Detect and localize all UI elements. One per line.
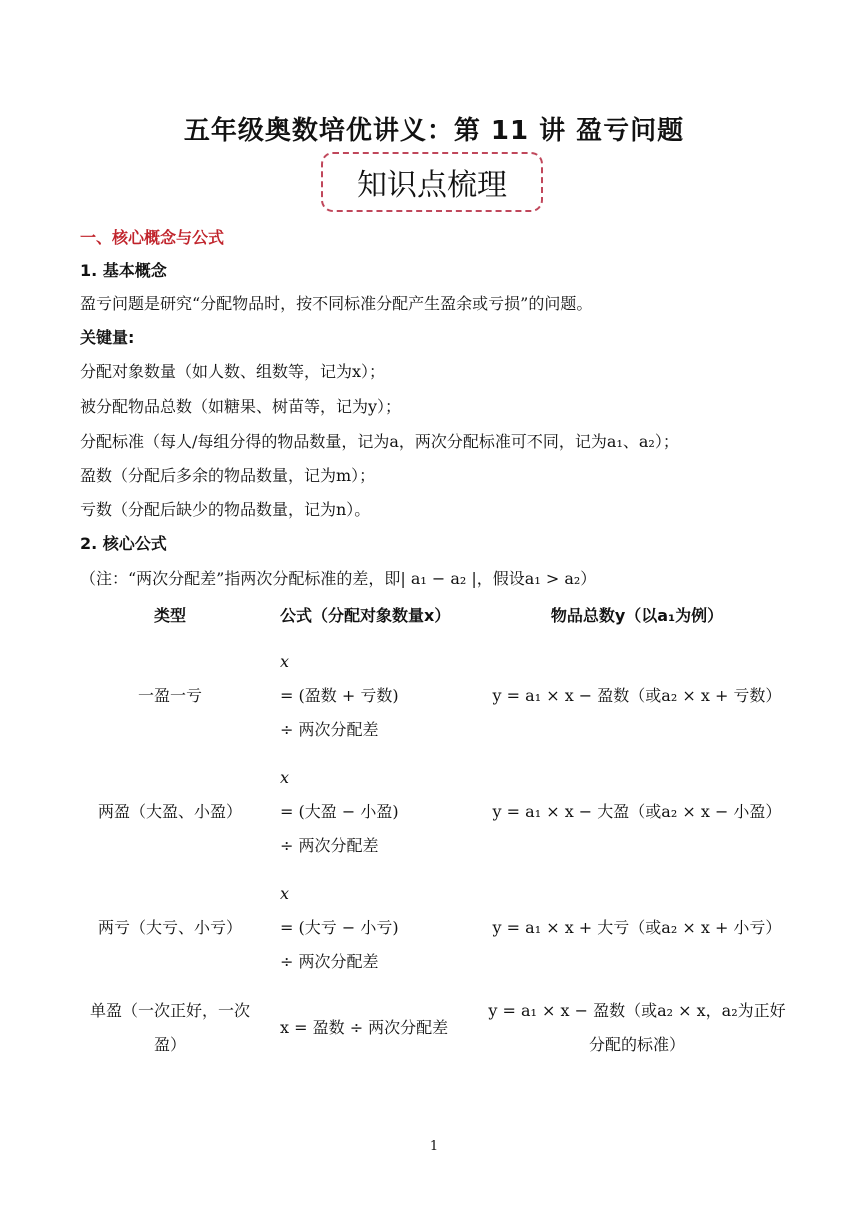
subsection-basic-concepts: 1. 基本概念 — [80, 261, 167, 280]
key-item: 亏数（分配后缺少的物品数量，记为n）。 — [80, 500, 371, 519]
table-cell-total: y = a₁ × x − 盈数（或a₂ × x，a₂为正好 — [488, 1001, 786, 1020]
definition-text: 盈亏问题是研究“分配物品时，按不同标准分配产生盈余或亏损”的问题。 — [80, 294, 593, 313]
subsection-core-formulas: 2. 核心公式 — [80, 534, 167, 553]
formula-note: （注：“两次分配差”指两次分配标准的差，即| a₁ − a₂ |，假设a₁ > a₂） — [80, 569, 597, 588]
key-quantities-label: 关键量: — [80, 328, 135, 347]
table-cell-formula: x — [280, 768, 290, 787]
table-cell-formula: ÷ 两次分配差 — [280, 720, 379, 739]
table-cell-total: y = a₁ × x + 大亏（或a₂ × x + 小亏） — [492, 918, 782, 937]
table-cell-type: 一盈一亏 — [137, 686, 202, 705]
key-item: 盈数（分配后多余的物品数量，记为m）； — [80, 466, 376, 485]
table-header-formula: 公式（分配对象数量x） — [280, 606, 451, 625]
section-box-title: 知识点梳理 — [321, 152, 543, 212]
table-cell-formula: x — [280, 652, 290, 671]
key-item: 分配标准（每人/每组分得的物品数量，记为a，两次分配标准可不同，记为a₁、a₂）； — [80, 432, 679, 451]
key-item: 分配对象数量（如人数、组数等，记为x）； — [80, 362, 386, 381]
table-cell-type: 盈） — [153, 1035, 186, 1054]
section-heading: 一、核心概念与公式 — [80, 228, 225, 247]
table-cell-formula: x = 盈数 ÷ 两次分配差 — [280, 1018, 449, 1037]
table-header-total: 物品总数y（以a₁为例） — [550, 606, 724, 625]
page-number: 1 — [429, 1139, 439, 1154]
key-item: 被分配物品总数（如糖果、树苗等，记为y）； — [80, 397, 402, 416]
table-cell-total: 分配的标准） — [588, 1035, 685, 1054]
table-cell-type: 两亏（大亏、小亏） — [97, 918, 242, 937]
table-cell-formula: x — [280, 884, 290, 903]
table-header-type: 类型 — [153, 606, 186, 625]
table-cell-type: 两盈（大盈、小盈） — [97, 802, 242, 821]
table-cell-formula: = (大盈 − 小盈) — [280, 802, 399, 821]
table-cell-total: y = a₁ × x − 盈数（或a₂ × x + 亏数） — [492, 686, 782, 705]
table-cell-total: y = a₁ × x − 大盈（或a₂ × x − 小盈） — [492, 802, 782, 821]
page-title: 五年级奥数培优讲义：第 11 讲 盈亏问题 — [183, 116, 685, 146]
table-cell-formula: ÷ 两次分配差 — [280, 836, 379, 855]
table-cell-formula: = (大亏 − 小亏) — [280, 918, 399, 937]
table-cell-formula: = (盈数 + 亏数) — [280, 686, 399, 705]
table-cell-type: 单盈（一次正好，一次 — [89, 1001, 250, 1020]
table-cell-formula: ÷ 两次分配差 — [280, 952, 379, 971]
